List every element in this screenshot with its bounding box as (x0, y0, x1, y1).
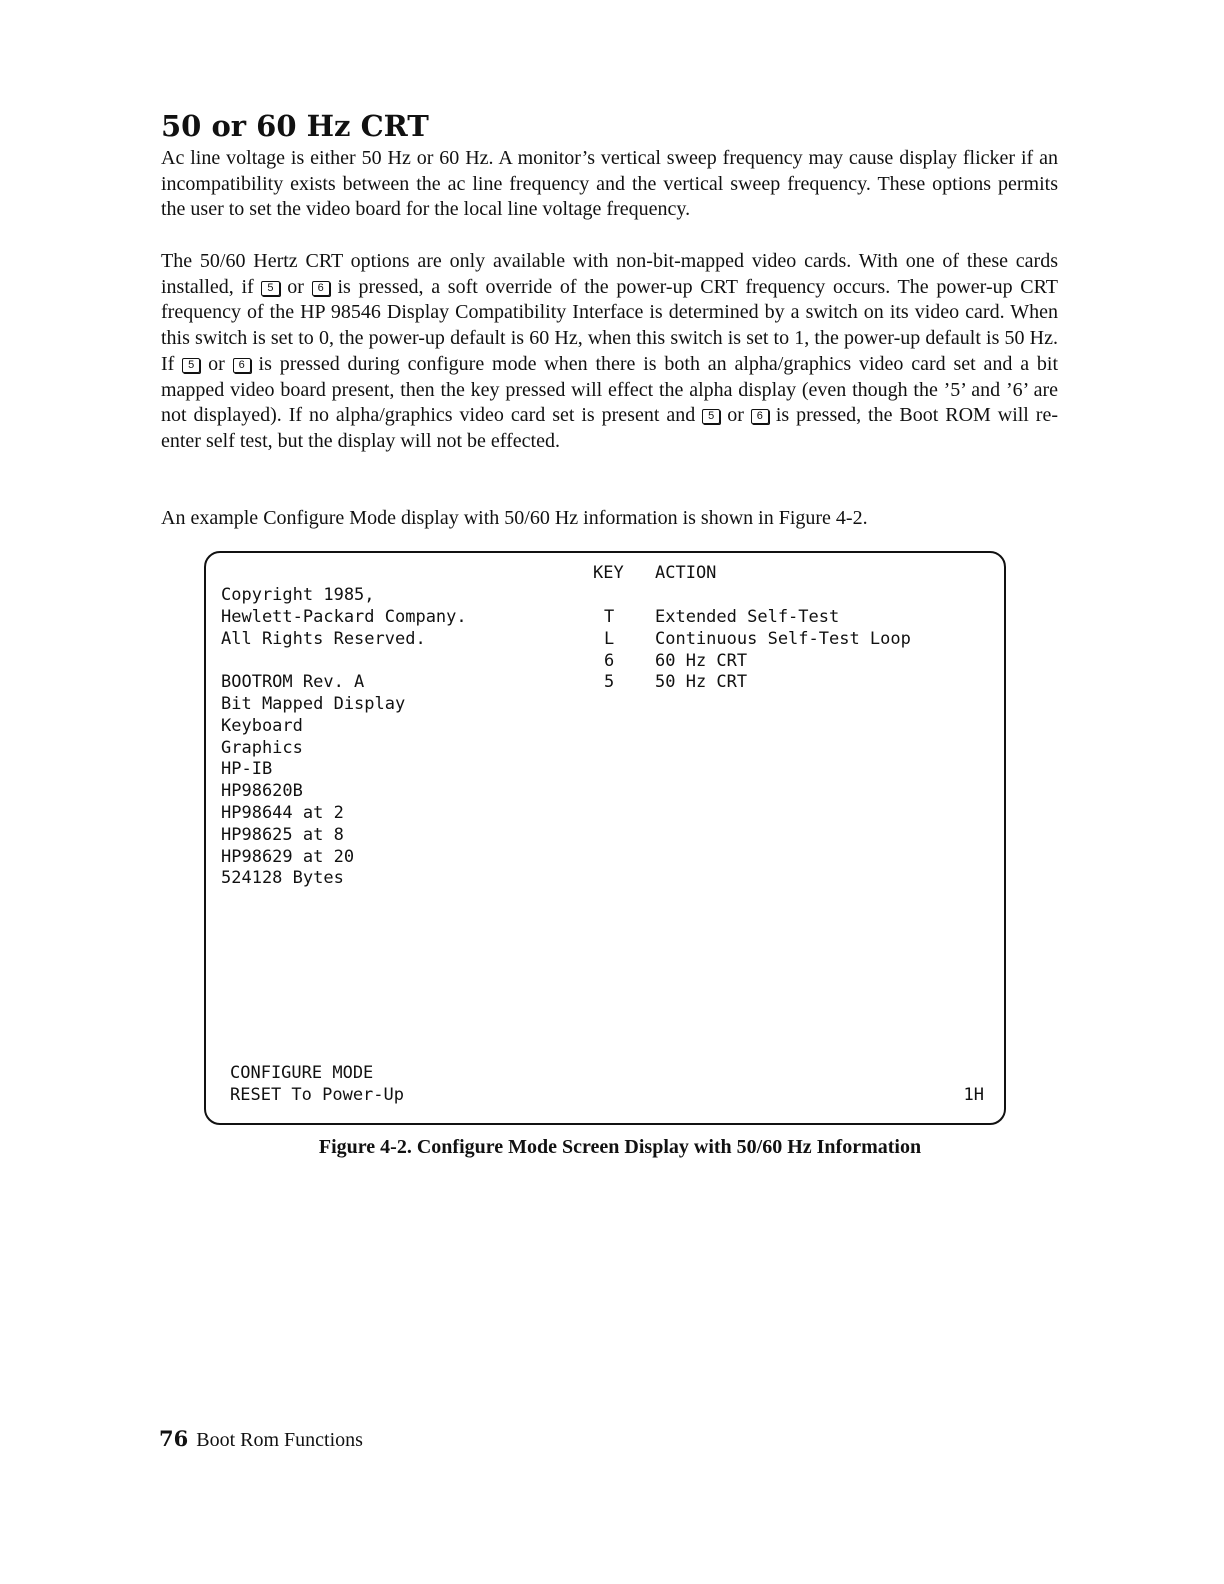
paragraph-figure-intro: An example Configure Mode display with 50/60 Hz information is shown in Figure 4-2. (161, 507, 868, 529)
key-6-icon: 6 (751, 409, 769, 424)
action-column-header: ACTION (655, 563, 717, 583)
footer-section-title: Boot Rom Functions (196, 1429, 363, 1451)
para2-text-3: is pressed during configure mode when there is both an alpha/graphics video card set and a bit mapped video board present, then the key pressed will effect the alpha display (even though the ’5’ and ’6’ are not displayed). If no alpha/graphics video card set is present and (161, 352, 1059, 427)
key-5-icon: 5 (261, 281, 279, 296)
key-list: T L 6 5 (604, 607, 615, 693)
para2-text-1: The 50/60 Hertz CRT options are only available with non-bit-mapped video cards. With one of these cards installed, if (161, 250, 1058, 298)
key-6-icon: 6 (233, 358, 251, 373)
status-code: 1H (963, 1085, 984, 1105)
section-heading: 50 or 60 Hz CRT (161, 109, 429, 143)
para2-or-1: or (279, 275, 312, 298)
key-5-icon: 5 (702, 409, 720, 424)
key-6-icon: 6 (312, 281, 330, 296)
page-number: 76 (159, 1426, 189, 1451)
paragraph-crt-options (161, 249, 1058, 455)
key-column-header: KEY (593, 563, 624, 583)
key-5-icon: 5 (182, 358, 200, 373)
para2-or-2: or (200, 352, 233, 375)
figure-caption: Figure 4-2. Configure Mode Screen Display with 50/60 Hz Information (318, 1136, 922, 1158)
para2-text-2: is pressed, a soft override of the power-up CRT frequency occurs. The power-up CRT frequency of the HP 98546 Display Compatibility Interface is determined by a switch on its video card. When this switch is set to 0, the power-up default is 60 Hz, when this switch is set to 1, the power-up default is 50 Hz. If (161, 275, 1059, 375)
configure-mode-screen (204, 551, 1006, 1125)
page-footer (159, 1426, 363, 1453)
action-list: Extended Self-Test Continuous Self-Test Loop 60 Hz CRT 50 Hz CRT (655, 607, 911, 693)
paragraph-line-voltage: Ac line voltage is either 50 Hz or 60 Hz. A monitor’s vertical sweep frequency may cause display flicker if an incompatibility exists between the ac line frequency and the vertical sweep frequency. These options permits the user to set the video board for the local line voltage frequency. (161, 147, 1058, 221)
system-info-lines: Copyright 1985, Hewlett-Packard Company. All Rights Reserved. BOOTROM Rev. A Bit Mapped Display Keyboard Graphics HP-IB HP98620B HP98644 at 2 HP98625 at 8 HP98629 at 20 524128 Bytes (221, 585, 467, 889)
para2-text-4: is pressed, the Boot ROM will re-enter self test, but the display will not be effected. (161, 404, 1058, 452)
mode-status-lines: CONFIGURE MODE RESET To Power-Up (230, 1063, 404, 1105)
para2-or-3: or (720, 404, 751, 427)
